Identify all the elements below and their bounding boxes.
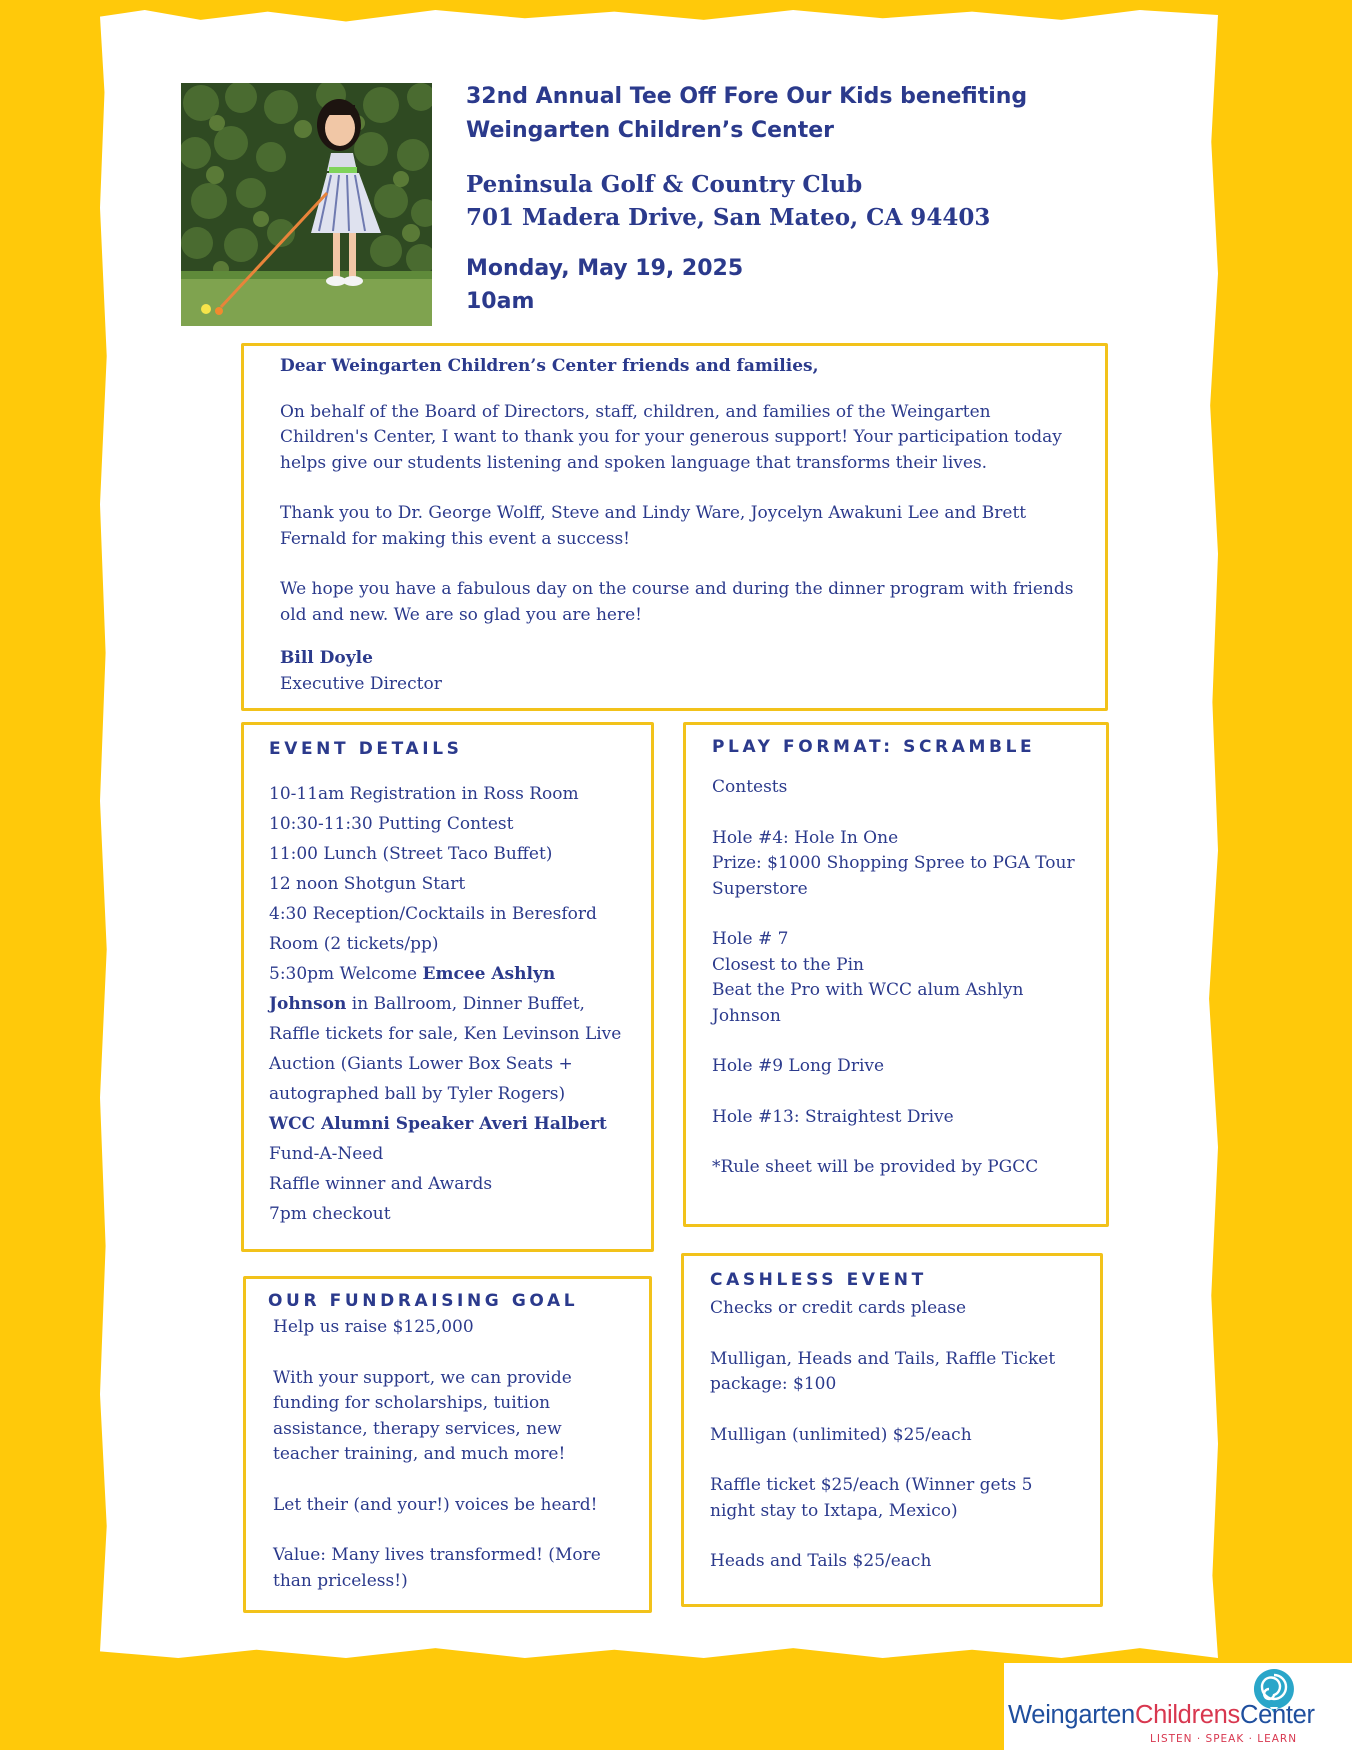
fundraising-box: [243, 1276, 652, 1613]
letter-body: [280, 354, 1075, 697]
schedule-item: 11:00 Lunch (Street Taco Buffet): [269, 844, 553, 864]
event-details-box: [241, 722, 654, 1252]
price-item: Mulligan, Heads and Tails, Raffle Ticket package: $100: [710, 1348, 1056, 1394]
hole-4-title: Hole #4: Hole In One: [712, 827, 899, 848]
logo-word-center: Center: [1239, 1701, 1315, 1729]
hole-13-contest: Hole #13: Straightest Drive: [712, 1106, 954, 1127]
schedule-item-text: in Ballroom, Dinner Buffet, Raffle tickets for sale, Ken Levinson Live Auction (Giants Lower Box Seats + autographed ball by Tyler Rogers): [269, 994, 622, 1104]
payment-note: Checks or credit cards please: [710, 1298, 967, 1318]
cashless-box: [681, 1253, 1103, 1607]
letter-paragraph-1: On behalf of the Board of Directors, staff, children, and families of the Weingarten Children's Center, I want to thank you for your generous support! Your participation today helps give our students listening and spoken language that transforms their lives.: [280, 401, 1062, 473]
cashless-title: CASHLESS EVENT: [710, 1270, 927, 1290]
logo-word-childrens: Childrens: [1134, 1701, 1240, 1729]
schedule-item: 12 noon Shotgun Start: [269, 874, 466, 894]
play-format-title: PLAY FORMAT: SCRAMBLE: [712, 737, 1036, 757]
letter-signer: Bill Doyle: [280, 648, 373, 668]
cashless-text: [710, 1296, 1078, 1575]
hole-4-prize: Prize: $1000 Shopping Spree to PGA Tour Superstore: [712, 853, 1075, 899]
fundraising-text: [268, 1315, 627, 1594]
emcee-name: Emcee Ashlyn Johnson: [269, 964, 556, 1014]
letter-box: [241, 343, 1108, 711]
event-time: 10am: [466, 289, 535, 314]
play-format-box: [683, 722, 1109, 1227]
price-item: Mulligan (unlimited) $25/each: [710, 1424, 972, 1445]
letter-signer-title: Executive Director: [280, 673, 442, 694]
logo-wordmark: [1008, 1701, 1315, 1730]
venue-address: 701 Madera Drive, San Mateo, CA 94403: [466, 204, 991, 231]
fundraising-paragraph: Let their (and your!) voices be heard!: [273, 1494, 598, 1515]
schedule-item: Fund-A-Need: [269, 1144, 384, 1164]
hole-7-detail: Beat the Pro with WCC alum Ashlyn Johnson: [712, 980, 1024, 1026]
contests-label: Contests: [712, 777, 788, 797]
fundraising-paragraph: With your support, we can provide funding for scholarships, tuition assistance, therapy services, new teacher training, and much more!: [273, 1367, 572, 1464]
fundraising-goal: Help us raise $125,000: [273, 1317, 474, 1337]
event-date: Monday, May 19, 2025: [466, 256, 744, 281]
schedule-item: [269, 959, 629, 1109]
hole-7-contest: Closest to the Pin: [712, 954, 864, 975]
schedule-item: 10:30-11:30 Putting Contest: [269, 814, 514, 834]
schedule-item: 4:30 Reception/Cocktails in Beresford Room (2 tickets/pp): [269, 904, 597, 954]
schedule-item: Raffle winner and Awards: [269, 1174, 493, 1194]
weingarten-logo: [1004, 1663, 1352, 1750]
event-details-title: EVENT DETAILS: [269, 739, 463, 759]
fundraising-title: OUR FUNDRAISING GOAL: [268, 1291, 579, 1311]
event-title-line1: 32nd Annual Tee Off Fore Our Kids benefiting: [466, 84, 1028, 109]
event-header: [466, 80, 1166, 318]
rule-note: *Rule sheet will be provided by PGCC: [712, 1157, 1039, 1177]
girl-golfing-photo: [181, 83, 432, 326]
event-details-list: [269, 779, 629, 1229]
hole-7-title: Hole # 7: [712, 929, 789, 949]
play-format-list: [712, 775, 1084, 1181]
logo-tagline: LISTEN · SPEAK · LEARN: [1150, 1733, 1298, 1745]
schedule-item-text: 5:30pm Welcome: [269, 964, 423, 984]
logo-word-weingarten: Weingarten: [1008, 1701, 1135, 1729]
price-item: Heads and Tails $25/each: [710, 1551, 932, 1571]
schedule-item: 7pm checkout: [269, 1204, 391, 1224]
letter-paragraph-2: Thank you to Dr. George Wolff, Steve and Lindy Ware, Joycelyn Awakuni Lee and Brett Fernald for making this event a success!: [280, 503, 1027, 549]
alumni-speaker: WCC Alumni Speaker Averi Halbert: [269, 1114, 607, 1134]
venue-name: Peninsula Golf & Country Club: [466, 171, 863, 198]
event-title-line2: Weingarten Children’s Center: [466, 118, 835, 143]
letter-paragraph-3: We hope you have a fabulous day on the course and during the dinner program with friends old and new. We are so glad you are here!: [280, 579, 1074, 625]
letter-greeting: Dear Weingarten Children’s Center friends and families,: [280, 356, 819, 376]
fundraising-paragraph: Value: Many lives transformed! (More than priceless!): [273, 1545, 601, 1591]
hole-9-contest: Hole #9 Long Drive: [712, 1056, 885, 1076]
schedule-item: 10-11am Registration in Ross Room: [269, 784, 579, 804]
price-item: Raffle ticket $25/each (Winner gets 5 night stay to Ixtapa, Mexico): [710, 1475, 1033, 1521]
